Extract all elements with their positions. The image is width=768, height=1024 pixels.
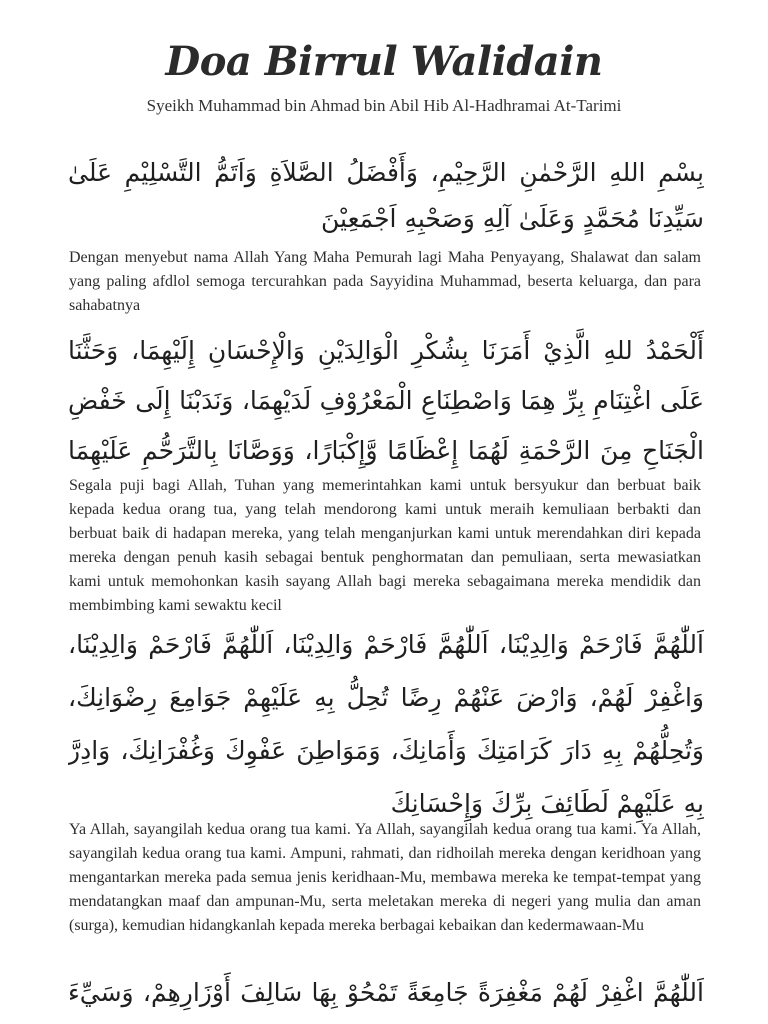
author-line: Syeikh Muhammad bin Ahmad bin Abil Hib Al-Hadhramai At-Tarimi (146, 96, 622, 115)
translation-praise: Segala puji bagi Allah, Tuhan yang memerintahkan kami untuk bersyukur dan berbuat baik kepada kedua orang tua, yang telah mendorong kami untuk meraih kemuliaan berbakti dan berbuat baik di hadapan mereka, yang telah menganjurkan kami untuk merendahkan diri kepada mereka dengan penuh kasih sebagai bentuk penghormatan dan pemuliaan, serta mewasiatkan kami untuk memohonkan kasih sayang Allah bagi mereka sebagaimana mereka mendidik dan membimbing kami sewaktu kecil (69, 477, 701, 614)
arabic-supplication: اَللّٰهُمَّ فَارْحَمْ وَالِدِيْنَا، اَللّٰهُمَّ فَارْحَمْ وَالِدِيْنَا، اَللّٰهُمَّ فَارْحَمْ وَالِدِيْنَا، وَاغْفِرْ لَهُمْ، وَارْضَ عَنْهُمْ رِضًا تُحِلُّ بِهِ عَلَيْهِمْ جَوَامِعَ رِضْوَانِكَ، وَتُحِلُّهُمْ بِهِ دَارَ كَرَامَتِكَ وَأَمَانِكَ، وَمَوَاطِنَ عَفْوِكَ وَغُفْرَانِكَ، وَادِرَّ بِهِ عَلَيْهِمْ لَطَائِفَ بِرِّكَ وَإِحْسَانِكَ (68, 630, 704, 818)
document-title: Doa Birrul Walidain (165, 38, 603, 85)
arabic-praise: أَلْحَمْدُ للهِ الَّذِيْ أَمَرَنَا بِشُكْرِ الْوَالِدَيْنِ وَالْإِحْسَانِ إِلَيْهِمَا، وَحَثَّنَا عَلَى اغْتِنَامِ بِرِّ هِمَا وَاصْطِنَاعِ الْمَعْرُوْفِ لَدَيْهِمَا، وَنَدَبْنَا إِلَى خَفْضِ الْجَنَاحِ مِنَ الرَّحْمَةِ لَهُمَا إِعْظَامًا وَّإِكْبَارًا، وَوَصَّانَا بِالتَّرَحُّمِ عَلَيْهِمَا (68, 336, 704, 465)
translation-supplication: Ya Allah, sayangilah kedua orang tua kami. Ya Allah, sayangilah kedua orang tua kami. Ya Allah, sayangilah kedua orang tua kami. Ampuni, rahmati, dan ridhoilah mereka dengan keridhoan yang mengantarkan mereka pada semua jenis keridhaan-Mu, membawa mereka ke tempat-tempat yang mendatangkan maaf dan ampunan-Mu, serta meletakan mereka di negeri yang mulia dan aman (surga), kemudian hidangkanlah kepada mereka berbagai kebaikan dan kedermawaan-Mu (69, 821, 701, 934)
arabic-forgiveness: اَللّٰهُمَّ اغْفِرْ لَهُمْ مَغْفِرَةً جَامِعَةً تَمْحُوْ بِهَا سَالِفَ أَوْزَارِهِمْ، وَسَيِّءَ (68, 978, 704, 1007)
translation-opening: Dengan menyebut nama Allah Yang Maha Pemurah lagi Maha Penyayang, Shalawat dan salam yang paling afdlol semoga tercurahkan pada Sayyidina Muhammad, beserta keluarga, dan para sahabatnya (69, 249, 701, 314)
arabic-opening: بِسْمِ اللهِ الرَّحْمٰنِ الرَّحِيْمِ، وَأَفْضَلُ الصَّلاَةِ وَاَتَمُّ التَّسْلِيْمِ عَلَىٰ سَيِّدِنَا مُحَمَّدٍ وَعَلَىٰ آلِهِ وَصَحْبِهِ اَجْمَعِيْنَ (68, 158, 704, 233)
